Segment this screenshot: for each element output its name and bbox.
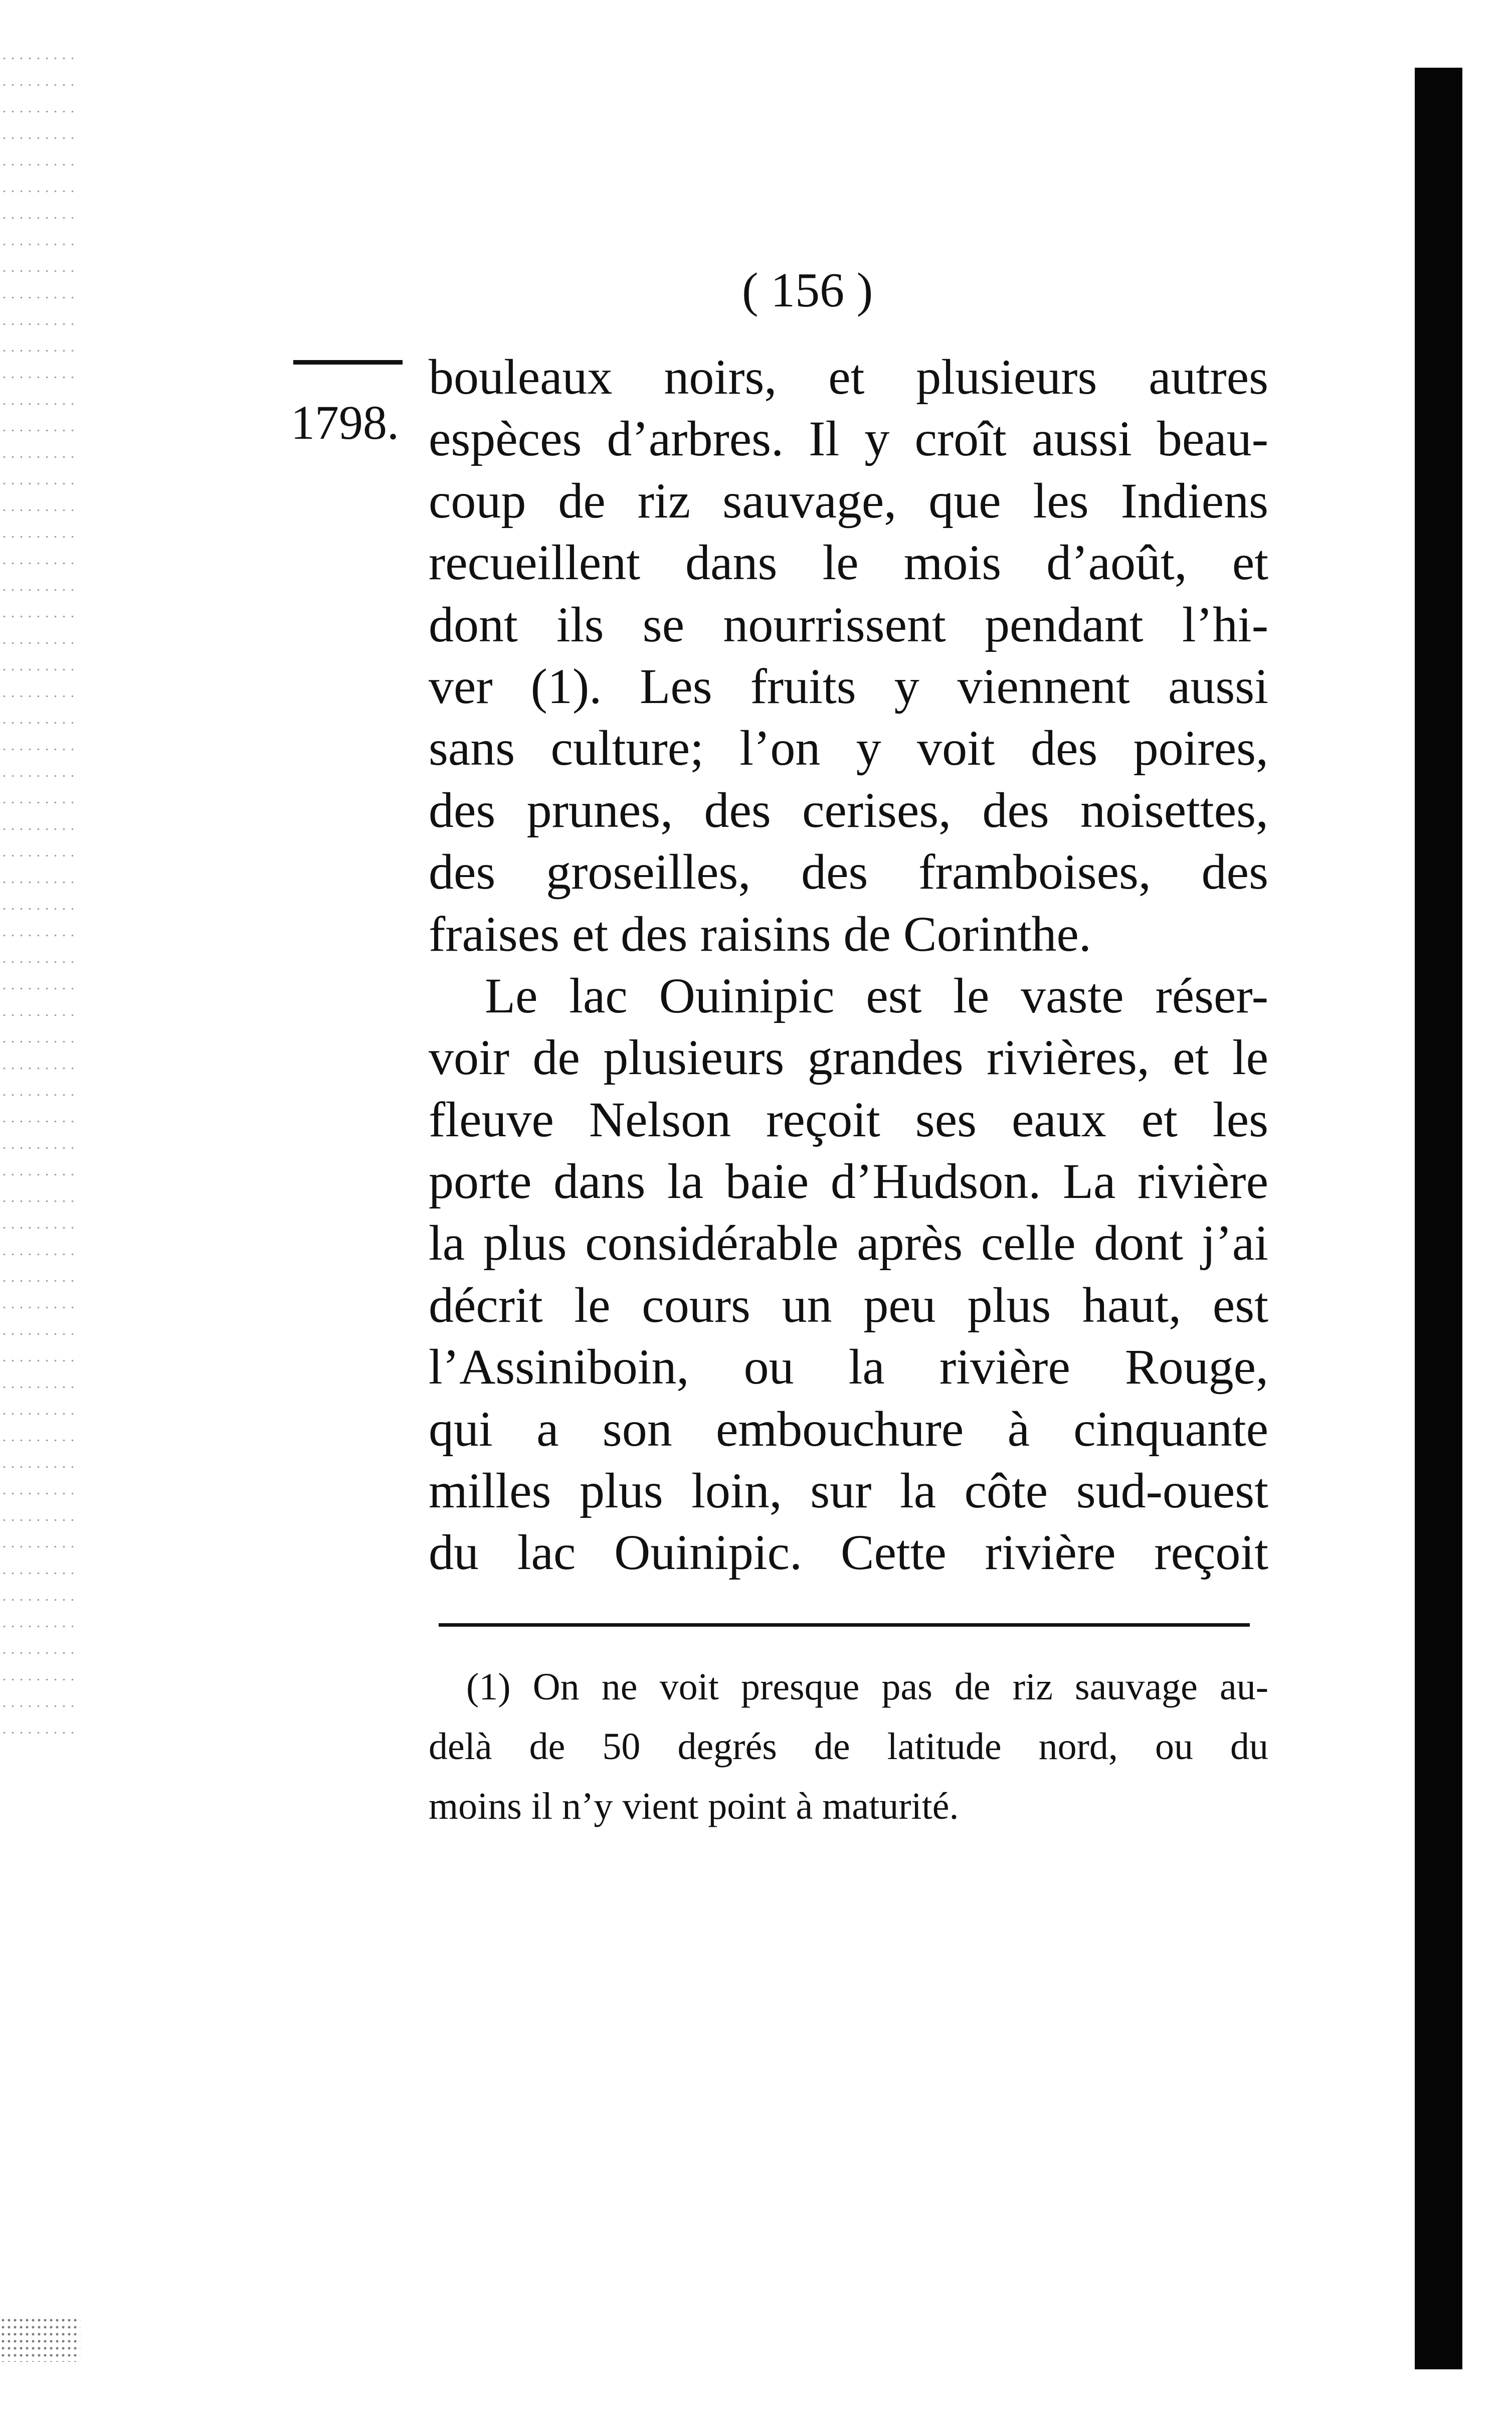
binding-shadow [1415, 68, 1462, 2369]
main-text [429, 346, 1268, 1584]
margin-dash [293, 360, 403, 365]
text-line: Le lac Ouinipic est le vaste réser- [485, 967, 1268, 1023]
footnote-line: delà de 50 degrés de latitude nord, ou du [429, 1725, 1268, 1768]
page-corner-speckle [0, 2317, 80, 2362]
page-edge-speckle [0, 45, 75, 1750]
text-line: l’Assiniboin, ou la rivière Rouge, [429, 1339, 1268, 1395]
text-line: espèces d’arbres. Il y croît aussi beau- [429, 411, 1268, 467]
text-line: du lac Ouinipic. Cette rivière reçoit [429, 1524, 1268, 1581]
text-line: sans culture; l’on y voit des poires, [429, 720, 1268, 776]
footnote-rule [439, 1623, 1250, 1627]
page-number: ( 156 ) [742, 263, 873, 317]
margin-year: 1798. [291, 396, 399, 449]
text-line: recueillent dans le mois d’août, et [429, 535, 1268, 591]
text-line: qui a son embouchure à cinquante [429, 1401, 1268, 1457]
text-line: décrit le cours un peu plus haut, est [429, 1277, 1268, 1333]
text-line: des prunes, des cerises, des noisettes, [429, 782, 1268, 838]
text-line: voir de plusieurs grandes rivières, et le [429, 1029, 1268, 1086]
text-line: ver (1). Les fruits y viennent aussi [429, 658, 1268, 714]
footnote-line: (1) On ne voit presque pas de riz sauvage au- [466, 1666, 1268, 1708]
text-line: milles plus loin, sur la côte sud-ouest [429, 1463, 1268, 1519]
text-line: des groseilles, des framboises, des [429, 844, 1268, 900]
text-line: la plus considérable après celle dont j’ai [429, 1215, 1268, 1271]
text-line: fraises et des raisins de Corinthe. [429, 906, 1091, 962]
footnote [429, 1657, 1268, 1836]
footnote-line: moins il n’y vient point à maturité. [429, 1785, 959, 1827]
text-line: bouleaux noirs, et plusieurs autres [429, 349, 1268, 405]
text-line: fleuve Nelson reçoit ses eaux et les [429, 1091, 1268, 1147]
text-line: dont ils se nourrissent pendant l’hi- [429, 596, 1268, 652]
text-line: coup de riz sauvage, que les Indiens [429, 472, 1268, 529]
text-line: porte dans la baie d’Hudson. La rivière [429, 1153, 1268, 1209]
